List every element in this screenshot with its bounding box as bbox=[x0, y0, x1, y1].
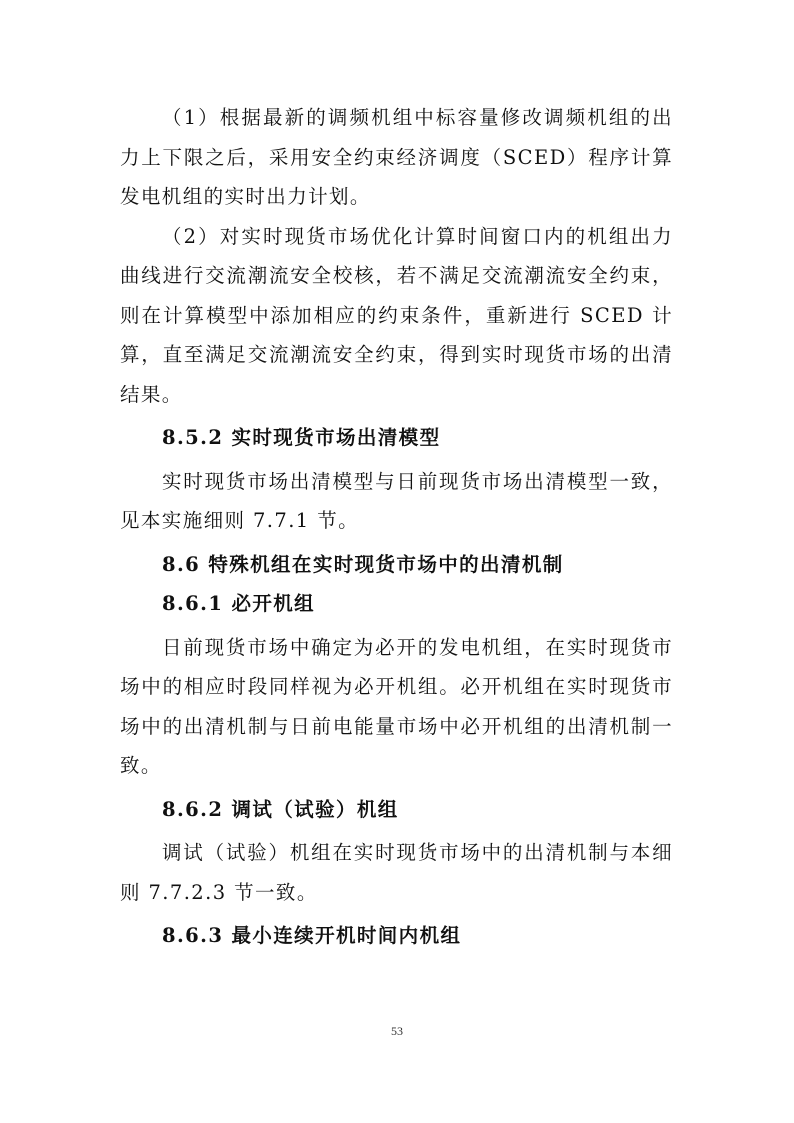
paragraph-4: 日前现货市场中确定为必开的发电机组，在实时现货市场中的相应时段同样视为必开机组。必开机组在实时现货市场中的出清机制与日前电能量市场中必开机组的出清机制一致。 bbox=[120, 635, 673, 777]
paragraph-3: 实时现货市场出清模型与日前现货市场出清模型一致，见本实施细则 7.7.1 节。 bbox=[120, 469, 673, 532]
heading-8-6-3: 8.6.3 最小连续开机时间内机组 bbox=[162, 924, 462, 947]
heading-8-5-2: 8.5.2 实时现货市场出清模型 bbox=[162, 426, 441, 449]
paragraph-1: （1）根据最新的调频机组中标容量修改调频机组的出力上下限之后，采用安全约束经济调度（SCED）程序计算发电机组的实时出力计划。 bbox=[120, 106, 673, 208]
heading-8-6-1: 8.6.1 必开机组 bbox=[162, 592, 316, 615]
page-content bbox=[120, 98, 673, 960]
heading-8-6: 8.6 特殊机组在实时现货市场中的出清机制 bbox=[162, 552, 564, 576]
heading-8-6-2: 8.6.2 调试（试验）机组 bbox=[162, 797, 399, 821]
page-number: 53 bbox=[391, 1024, 403, 1038]
paragraph-5: 调试（试验）机组在实时现货市场中的出清机制与本细则 7.7.2.3 节一致。 bbox=[120, 841, 673, 904]
paragraph-2: （2）对实时现货市场优化计算时间窗口内的机组出力曲线进行交流潮流安全校核，若不满足交流潮流安全约束，则在计算模型中添加相应的约束条件，重新进行 SCED 计算，直至满足交流潮流安全约束，得到实时现货市场的出清结果。 bbox=[120, 224, 673, 406]
